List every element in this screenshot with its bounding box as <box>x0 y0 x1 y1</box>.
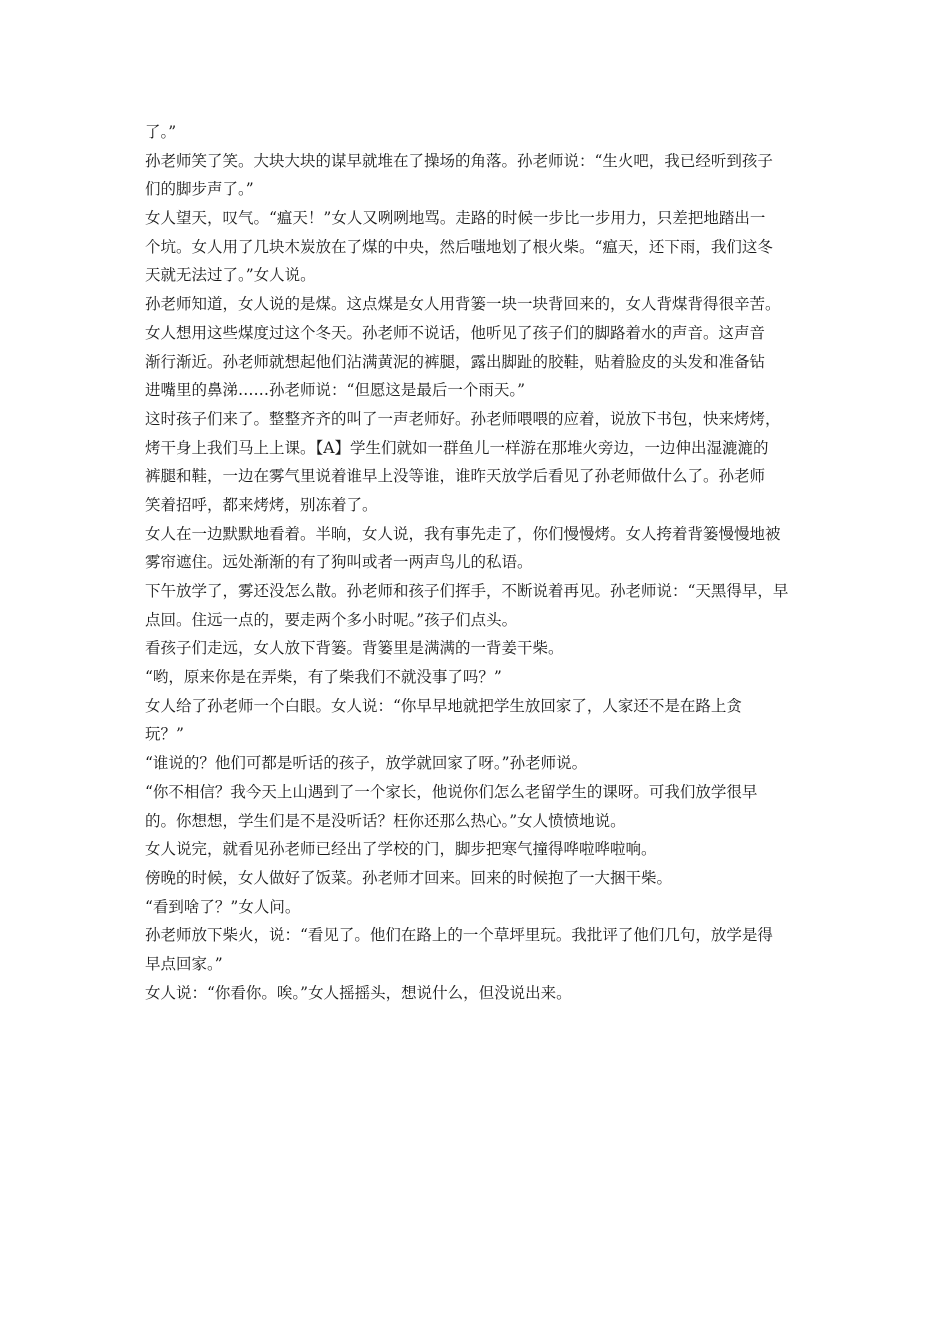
text-line: 点回。住远一点的，要走两个多小时呢。”孩子们点头。 <box>145 610 518 629</box>
text-line: “看到啥了？”女人问。 <box>145 897 301 916</box>
text-line: 们的脚步声了。” <box>145 180 254 199</box>
text-line: 孙老师放下柴火，说：“看见了。他们在路上的一个草坪里玩。我批评了他们几句，放学是得 <box>145 926 773 945</box>
text-line: 了。” <box>145 123 177 141</box>
text-line: 天就无法过了。”女人说。 <box>145 266 316 285</box>
text-line: 孙老师笑了笑。大块大块的谋早就堆在了操场的角落。孙老师说：“生火吧，我已经听到孩子 <box>145 151 773 170</box>
document-body <box>145 118 813 1007</box>
text-line: 烤干身上我们马上上课。【A】学生们就如一群鱼儿一样游在那堆火旁边，一边伸出湿漉漉的 <box>145 438 769 457</box>
text-line: 玩？” <box>145 725 184 744</box>
text-line: 傍晚的时候，女人做好了饭菜。孙老师才回来。回来的时候抱了一大捆干柴。 <box>145 868 673 887</box>
text-line: 孙老师知道，女人说的是煤。这点煤是女人用背篓一块一块背回来的，女人背煤背得很辛苦。 <box>145 295 781 314</box>
text-line: 女人给了孙老师一个白眼。女人说：“你早早地就把学生放回家了，人家还不是在路上贪 <box>145 696 742 715</box>
text-line: 看孩子们走远，女人放下背篓。背篓里是满满的一背姜干柴。 <box>145 639 564 658</box>
text-line: 女人想用这些煤度过这个冬天。孙老师不说话，他听见了孩子们的脚路着水的声音。这声音 <box>145 323 766 342</box>
text-line: 下午放学了，雾还没怎么散。孙老师和孩子们挥手，不断说着再见。孙老师说：“天黑得早，早 <box>145 582 789 600</box>
text-line: 女人在一边默默地看着。半晌，女人说，我有事先走了，你们慢慢烤。女人挎着背篓慢慢地被 <box>145 524 781 543</box>
text-line: 笑着招呼，都来烤烤，别冻着了。 <box>145 495 378 514</box>
text-line: 女人说：“你看你。唉。”女人摇摇头，想说什么，但没说出来。 <box>145 983 572 1002</box>
text-line: 个坑。女人用了几块木炭放在了煤的中央，然后嗤地划了根火柴。“瘟天，还下雨，我们这冬 <box>145 237 773 256</box>
text-line: 雾帘遮住。远处渐渐的有了狗叫或者一两声鸟儿的私语。 <box>145 553 533 572</box>
text-line: 早点回家。” <box>145 954 223 973</box>
text-line: 这时孩子们来了。整整齐齐的叫了一声老师好。孙老师喂喂的应着，说放下书包，快来烤烤， <box>145 409 781 428</box>
text-line: 渐行渐近。孙老师就想起他们沾满黄泥的裤腿，露出脚趾的胶鞋，贴着脸皮的头发和准备钻 <box>145 352 766 371</box>
text-line: “哟，原来你是在弄柴，有了柴我们不就没事了吗？” <box>145 668 502 687</box>
text-line: 的。你想想，学生们是不是没听话？枉你还那么热心。”女人愤愤地说。 <box>145 811 626 830</box>
text-line: “你不相信？我今天上山遇到了一个家长，他说你们怎么老留学生的课呀。可我们放学很早 <box>145 782 758 801</box>
text-line: 女人望天，叹气。“瘟天！”女人又咧咧地骂。走路的时候一步比一步用力，只差把地踏出一 <box>145 209 766 228</box>
text-line: “谁说的？他们可都是听话的孩子，放学就回家了呀。”孙老师说。 <box>145 754 588 773</box>
text-line: 裤腿和鞋，一边在雾气里说着谁早上没等谁，谁昨天放学后看见了孙老师做什么了。孙老师 <box>145 467 766 486</box>
text-line: 女人说完，就看见孙老师已经出了学校的门，脚步把寒气撞得哗啦哗啦响。 <box>145 840 657 859</box>
text-line: 进嘴里的鼻涕……孙老师说：“但愿这是最后一个雨天。” <box>145 381 526 400</box>
